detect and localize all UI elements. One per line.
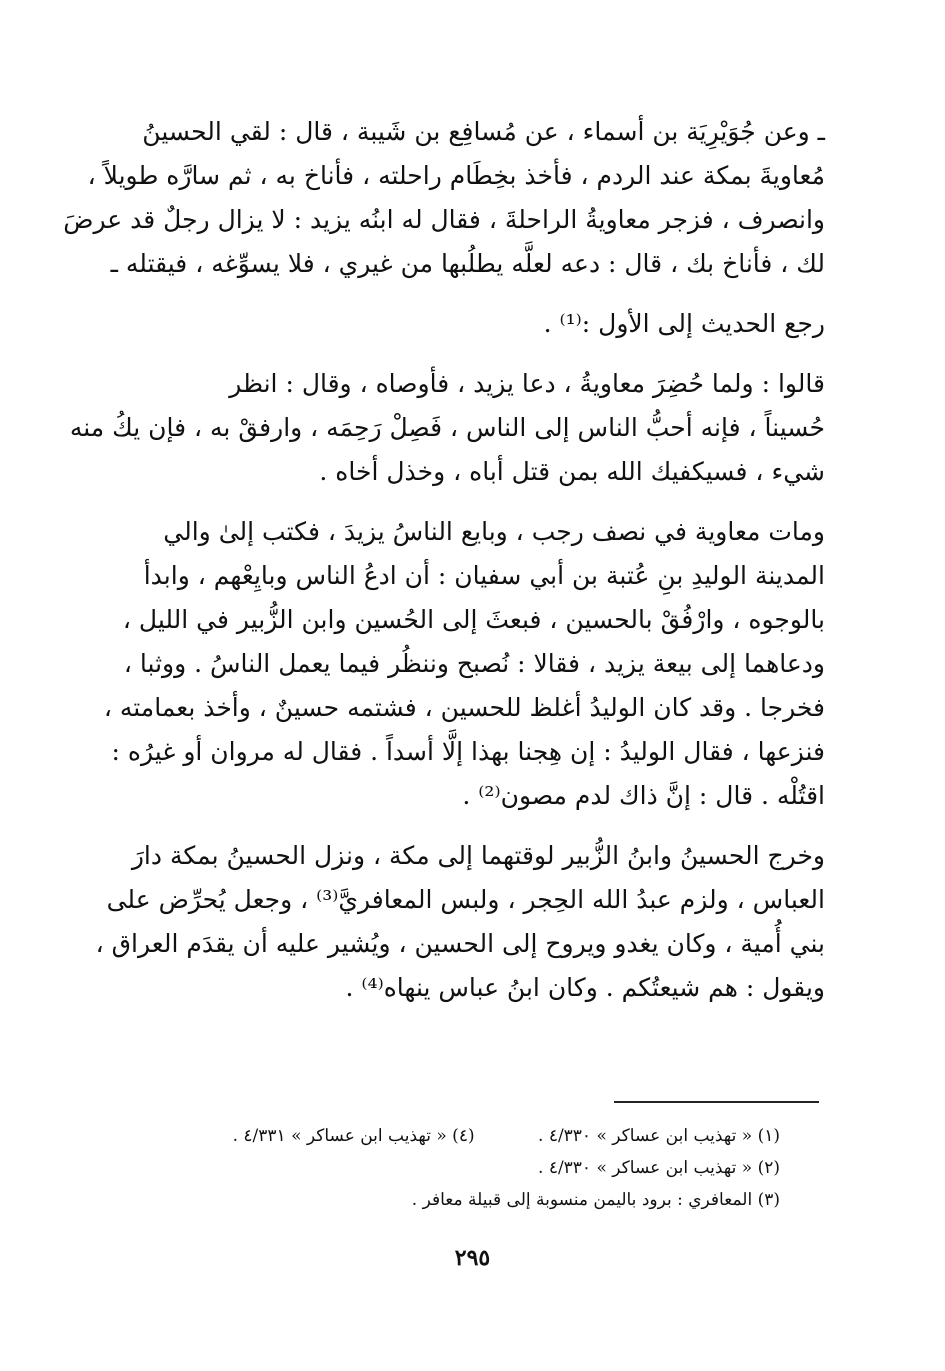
footnotes bbox=[140, 1120, 780, 1216]
text-line: قالوا : ولما حُضِرَ معاويةُ ، دعا يزيد ، فأوصاه ، وقال : انظر bbox=[229, 369, 825, 398]
text-line: العباس ، ولزم عبدُ الله الحِجر ، ولبس المعافريَّ⁽³⁾ ، وجعل يُحرِّض على bbox=[106, 885, 825, 914]
text-line: فنزعها ، فقال الوليدُ : إن هِجنا بهذا إلَّا أسداً . فقال له مروان أو غيرُه : bbox=[111, 737, 825, 766]
footnote-3: (٣) المعافري : برود باليمن منسوبة إلى قبيلة معافر . bbox=[411, 1190, 780, 1210]
main-text bbox=[63, 110, 825, 1010]
paragraph-4 bbox=[103, 510, 825, 818]
text-line: ويقول : هم شيعتُكم . وكان ابنُ عباس ينهاه⁽⁴⁾ . bbox=[345, 973, 825, 1002]
text-line: ومات معاوية في نصف رجب ، وبايع الناسُ يزيدَ ، فكتب إلىٰ والي bbox=[163, 517, 825, 546]
footnote-4: (٤) « تهذيب ابن عساكر » ٤/٣٣١ . bbox=[232, 1126, 475, 1146]
text-line: بني أُمية ، وكان يغدو ويروح إلى الحسين ، ويُشير عليه أن يقدَم العراق ، bbox=[95, 929, 825, 958]
text-line: وانصرف ، فزجر معاويةُ الراحلةَ ، فقال له ابنُه يزيد : لا يزال رجلٌ قد عرضَ bbox=[63, 205, 825, 234]
page-number: ٢٩٥ bbox=[454, 1245, 491, 1271]
text-line: المدينة الوليدِ بنِ عُتبة بن أبي سفيان : أن ادعُ الناس وبايِعْهم ، وابدأ bbox=[143, 561, 825, 590]
paragraph-1 bbox=[63, 110, 825, 286]
text-line: بالوجوه ، وارْفُقْ بالحسين ، فبعثَ إلى الحُسين وابن الزُّبير في الليل ، bbox=[122, 605, 825, 634]
paragraph-3 bbox=[69, 362, 825, 494]
text-line: شيء ، فسيكفيك الله بمن قتل أباه ، وخذل أخاه . bbox=[319, 457, 825, 486]
text-line: حُسيناً ، فإنه أحبُّ الناس إلى الناس ، فَصِلْ رَحِمَه ، وارفقْ به ، فإن يكُ منه bbox=[69, 413, 825, 442]
text-line: ودعاهما إلى بيعة يزيد ، فقالا : نُصبح وننظُر فيما يعمل الناسُ . ووثبا ، bbox=[123, 649, 825, 678]
footnote-2: (٢) « تهذيب ابن عساكر » ٤/٣٣٠ . bbox=[538, 1158, 780, 1178]
footnote-row bbox=[140, 1152, 780, 1184]
text-line: لك ، فأناخ بك ، قال : دعه لعلَّه يطلُبها من غيري ، فلا يسوِّغه ، فيقتله ـ bbox=[110, 249, 825, 278]
text-line: اقتُلْه . قال : إنَّ ذاك لدم مصون⁽²⁾ . bbox=[462, 781, 825, 810]
text-line: ـ وعن جُوَيْرِيَة بن أسماء ، عن مُسافِع بن شَيبة ، قال : لقي الحسينُ bbox=[142, 117, 825, 146]
text-line: مُعاويةَ بمكة عند الردم ، فأخذ بخِطَام راحلته ، فأناخ به ، ثم سارَّه طويلاً ، bbox=[87, 161, 825, 190]
footnote-row bbox=[140, 1184, 780, 1216]
footnote-1: (١) « تهذيب ابن عساكر » ٤/٣٣٠ . bbox=[538, 1126, 780, 1146]
paragraph-5 bbox=[95, 834, 825, 1010]
paragraph-gap bbox=[140, 818, 825, 834]
footnote-row bbox=[140, 1120, 780, 1152]
text-line: وخرج الحسينُ وابنُ الزُّبير لوقتهما إلى مكة ، ونزل الحسينُ بمكة دارَ bbox=[131, 841, 825, 870]
paragraph-2 bbox=[140, 302, 825, 346]
paragraph-gap bbox=[140, 286, 825, 302]
paragraph-gap bbox=[140, 346, 825, 362]
footnote-separator bbox=[614, 1101, 819, 1103]
text-line: فخرجا . وقد كان الوليدُ أغلظ للحسين ، فشتمه حسينٌ ، وأخذ بعمامته ، bbox=[103, 693, 825, 722]
paragraph-gap bbox=[140, 494, 825, 510]
text-line: رجع الحديث إلى الأول :⁽¹⁾ . bbox=[543, 309, 825, 338]
